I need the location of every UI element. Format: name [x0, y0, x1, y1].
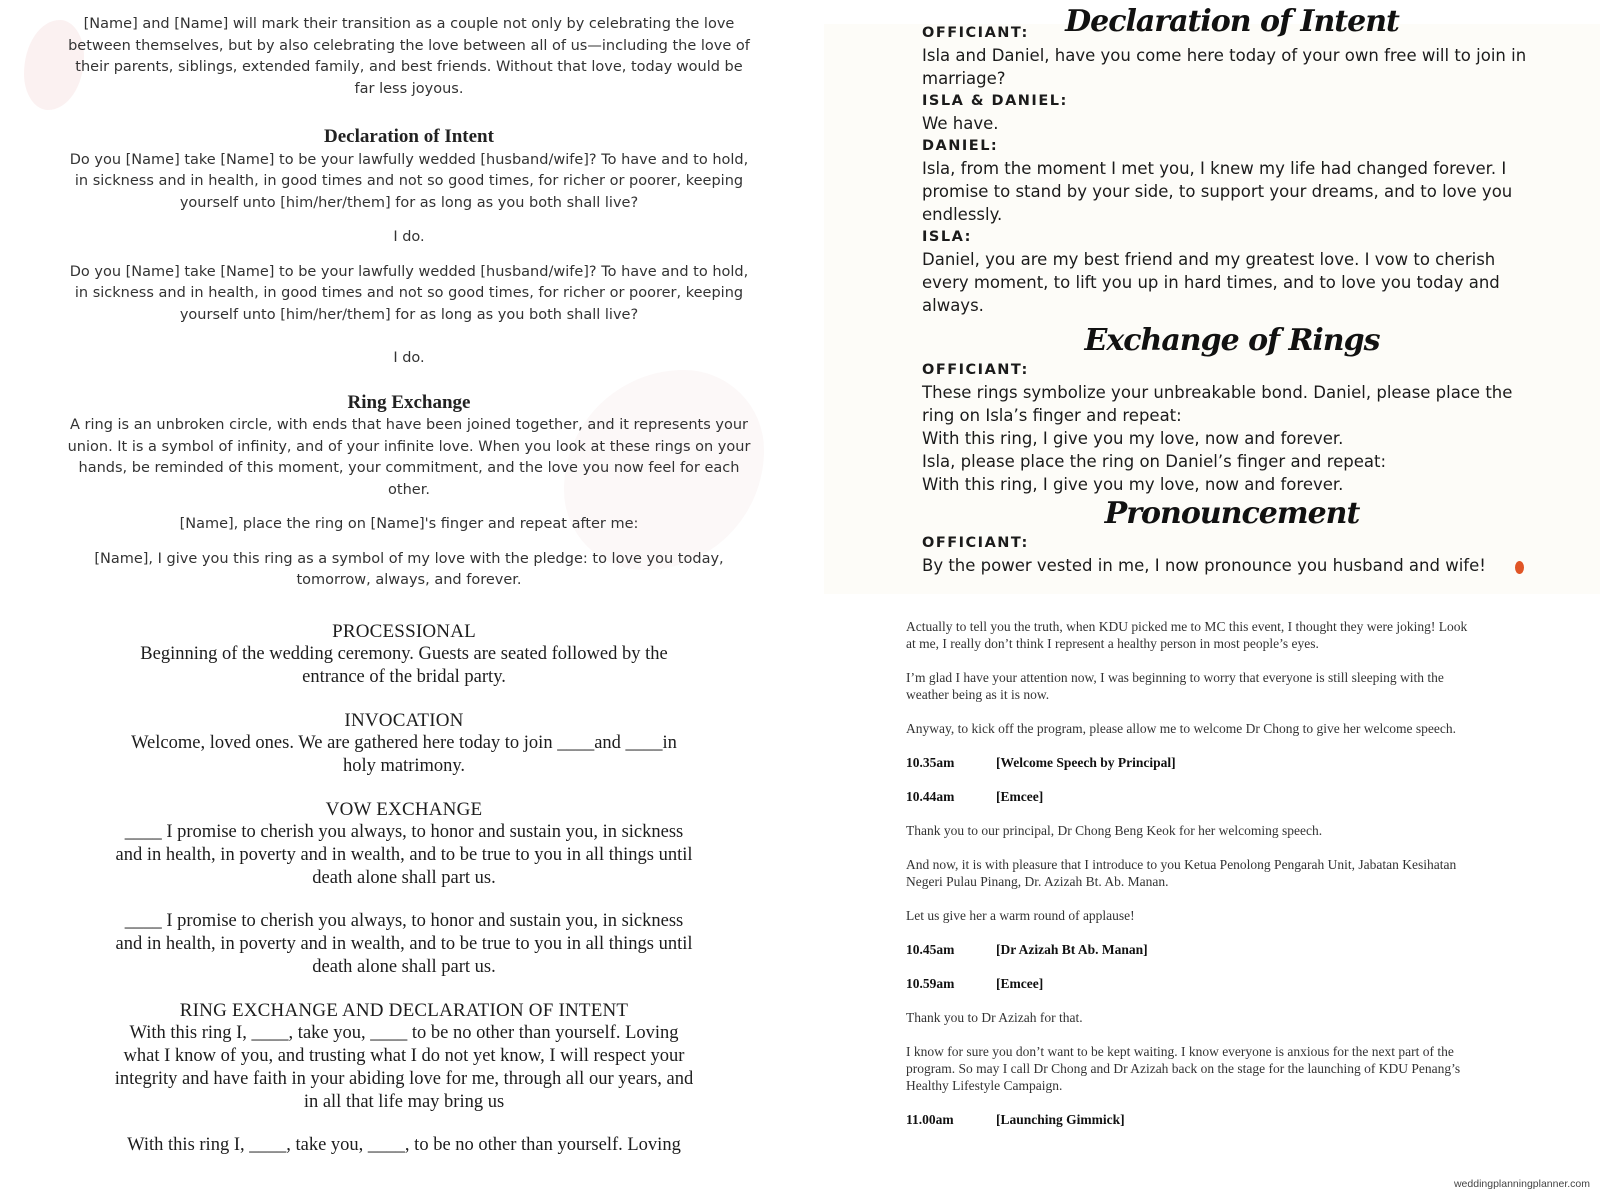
- declaration-heading: Declaration of Intent: [324, 126, 494, 147]
- schedule-label: [Launching Gimmick]: [996, 1112, 1125, 1127]
- script-paragraph: I’m glad I have your attention now, I was beginning to worry that everyone is still sleeping with the weather being as it is now.: [906, 670, 1444, 702]
- rings-line-4: With this ring, I give you my love, now and forever.: [922, 475, 1344, 494]
- rings-line-2: With this ring, I give you my love, now and forever.: [922, 429, 1344, 448]
- officiant-line: Isla and Daniel, have you come here today of your own free will to join in marriage?: [922, 46, 1527, 88]
- invocation-heading: INVOCATION: [344, 710, 464, 731]
- ring-declaration-heading: RING EXCHANGE AND DECLARATION OF INTENT: [179, 1000, 629, 1021]
- ring-text-2: With this ring I, ____, take you, ____, to be no other than yourself. Loving: [127, 1135, 681, 1155]
- rings-line-3: Isla, please place the ring on Daniel’s finger and repeat:: [922, 452, 1387, 471]
- schedule-time: 11.00am: [906, 1112, 954, 1127]
- script-paragraph: Thank you to Dr Azizah for that.: [906, 1010, 1083, 1025]
- schedule-label: [Emcee]: [996, 789, 1044, 804]
- accent-dot: [1515, 561, 1524, 574]
- vow-exchange-heading: VOW EXCHANGE: [325, 799, 483, 820]
- vow-text-2: ____ I promise to cherish you always, to honor and sustain you, in sickness and in health, in poverty and in wealth, and to be true to you in all things until death alone shall part us.: [115, 911, 693, 977]
- schedule-row: [906, 754, 1476, 771]
- pronouncement-line: By the power vested in me, I now pronounce you husband and wife!: [922, 556, 1486, 575]
- schedule-time: 10.59am: [906, 976, 955, 991]
- officiant-label: OFFICIANT:: [922, 25, 1029, 41]
- emcee-script-page: [824, 610, 1600, 1200]
- script-paragraph: I know for sure you don’t want to be kept waiting. I know everyone is anxious for the next part of the program. So may I call Dr Chong and Dr Azizah back on the stage for the launching of KDU Penang’s Healthy Lifestyle Campaign.: [906, 1044, 1461, 1093]
- schedule-row: [906, 788, 1476, 805]
- schedule-time: 10.35am: [906, 755, 955, 770]
- declaration-question-1: Do you [Name] take [Name] to be your lawfully wedded [husband/wife]? To have and to hold, in sickness and in health, in good times and not so good times, for richer or poorer, keeping yourself unto [him/her/them] for as long as you both shall live?: [69, 151, 749, 211]
- ceremony-page-bottom-left: [24, 610, 800, 1200]
- schedule-label: [Emcee]: [996, 976, 1044, 991]
- schedule-row: [906, 941, 1476, 958]
- officiant-label: OFFICIANT:: [922, 535, 1029, 551]
- ring-exchange-heading: Ring Exchange: [347, 391, 471, 413]
- invocation-text: Welcome, loved ones. We are gathered here today to join ____and ____in holy matrimony.: [131, 733, 677, 776]
- declaration-question-2: Do you [Name] take [Name] to be your lawfully wedded [husband/wife]? To have and to hold, in sickness and in health, in good times and not so good times, for richer or poorer, keeping yourself unto [him/her/them] for as long as you both shall live?: [69, 263, 749, 323]
- isla-label: ISLA:: [922, 229, 972, 245]
- processional-heading: PROCESSIONAL: [332, 621, 476, 642]
- schedule-row: [906, 975, 1476, 992]
- script-paragraph: Anyway, to kick off the program, please allow me to welcome Dr Chong to give her welcome speech.: [906, 721, 1456, 736]
- i-do-response-2: I do.: [393, 350, 425, 366]
- ring-exchange-text: A ring is an unbroken circle, with ends that have been joined together, and it represents your union. It is a symbol of infinity, and of your infinite love. When you look at these rings on your hands, be reminded of this moment, your commitment, and the love you now feel for each other.: [67, 417, 751, 498]
- officiant-label: OFFICIANT:: [922, 362, 1029, 378]
- schedule-label: [Welcome Speech by Principal]: [996, 755, 1176, 770]
- declaration-script-heading: Declaration of Intent: [1065, 4, 1399, 39]
- pronouncement-heading: Pronouncement: [1104, 496, 1360, 531]
- i-do-response-1: I do.: [393, 229, 425, 245]
- vow-text-1: ____ I promise to cherish you always, to honor and sustain you, in sickness and in health, in poverty and in wealth, and to be true to you in all things until death alone shall part us.: [115, 822, 693, 888]
- couple-label: ISLA & DANIEL:: [922, 93, 1068, 109]
- script-paragraph: Actually to tell you the truth, when KDU picked me to MC this event, I thought they were joking! Look at me, I really don’t think I represent a healthy person in most people’s eyes.: [906, 619, 1468, 651]
- ring-instruction: [Name], place the ring on [Name]'s finger and repeat after me:: [179, 516, 639, 532]
- rings-line-1: These rings symbolize your unbreakable bond. Daniel, please place the ring on Isla’s finger and repeat:: [922, 383, 1513, 425]
- couple-line: We have.: [922, 114, 999, 133]
- ceremony-page-top-right: [824, 4, 1600, 594]
- schedule-time: 10.45am: [906, 942, 955, 957]
- isla-line: Daniel, you are my best friend and my greatest love. I vow to cherish every moment, to lift you up in hard times, and to love you today and always.: [922, 250, 1500, 315]
- ring-text-1: With this ring I, ____, take you, ____ to be no other than yourself. Loving what I know of you, and trusting what I do not yet know, I will respect your integrity and have faith in your abiding love for me, through all our years, and in all that life may bring us: [114, 1023, 694, 1112]
- daniel-label: DANIEL:: [922, 138, 999, 154]
- processional-text: Beginning of the wedding ceremony. Guests are seated followed by the entrance of the bridal party.: [140, 644, 668, 687]
- schedule-row: [906, 1111, 1476, 1128]
- script-paragraph: Let us give her a warm round of applause!: [906, 908, 1135, 923]
- exchange-of-rings-heading: Exchange of Rings: [1084, 323, 1380, 358]
- watermark-text: weddingplanningplanner.com: [1453, 1178, 1590, 1190]
- schedule-time: 10.44am: [906, 789, 955, 804]
- script-paragraph: Thank you to our principal, Dr Chong Beng Keok for her welcoming speech.: [906, 823, 1323, 838]
- schedule-label: [Dr Azizah Bt Ab. Manan]: [996, 942, 1148, 957]
- ring-pledge: [Name], I give you this ring as a symbol of my love with the pledge: to love you today, tomorrow, always, and forever.: [94, 550, 724, 588]
- ceremony-page-top-left: [24, 0, 800, 594]
- script-paragraph: And now, it is with pleasure that I introduce to you Ketua Penolong Pengarah Unit, Jabatan Kesihatan Negeri Pulau Pinang, Dr. Azizah Bt. Ab. Manan.: [906, 857, 1457, 889]
- intro-paragraph: [Name] and [Name] will mark their transition as a couple not only by celebrating the love between themselves, but by also celebrating the love between all of us—including the love of their parents, siblings, extended family, and best friends. Without that love, today would be far less joyous.: [68, 16, 750, 97]
- daniel-line: Isla, from the moment I met you, I knew my life had changed forever. I promise to stand by your side, to support your dreams, and to love you endlessly.: [922, 159, 1513, 224]
